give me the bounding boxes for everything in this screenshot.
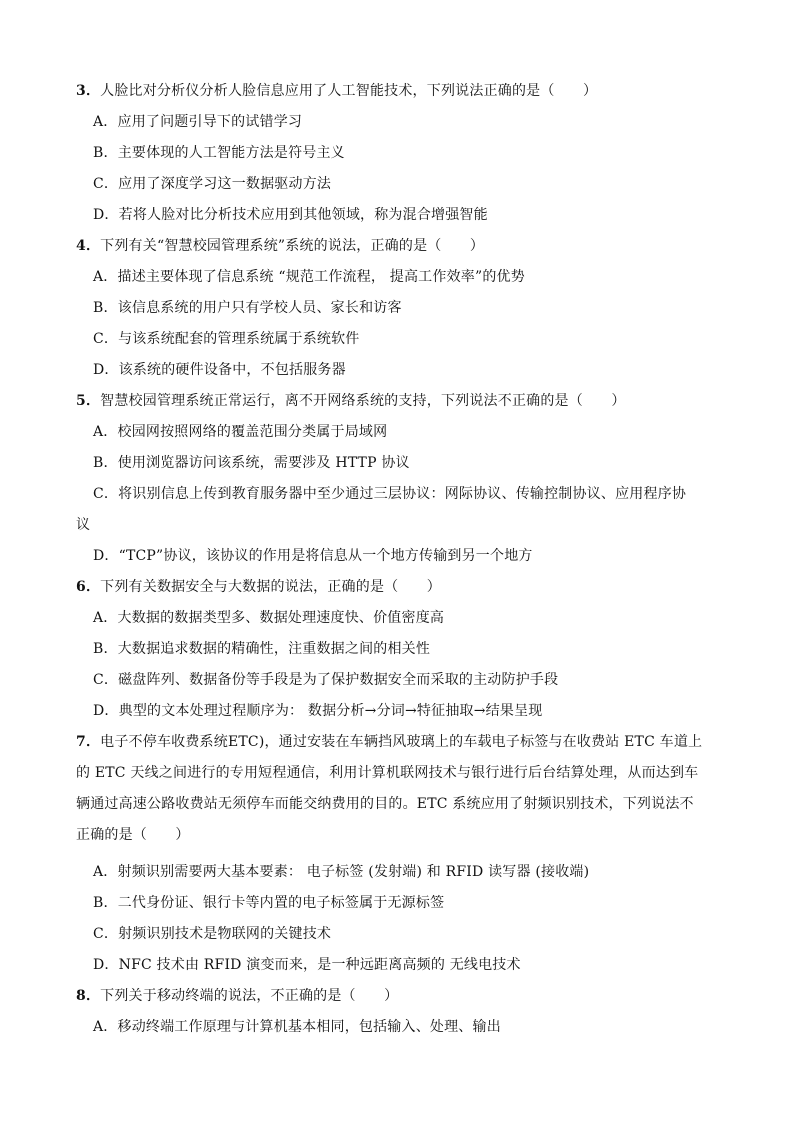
- question-6-option-a: A．大数据的数据类型多、数据处理速度快、价值密度高: [93, 610, 445, 626]
- question-6-option-d: D．典型的文本处理过程顺序为： 数据分析→分词→特征抽取→结果呈现: [93, 703, 543, 719]
- question-4-option-d: D．该系统的硬件设备中，不包括服务器: [93, 362, 346, 378]
- question-7-stem-line-1: 7．电子不停车收费系统ETC)，通过安装在车辆挡风玻璃上的车载电子标签与在收费站 ETC 车道上: [76, 734, 703, 750]
- question-7-option-d: D．NFC 技术由 RFID 演变而来，是一种远距离高频的 无线电技术: [93, 957, 521, 973]
- question-3-option-d: D．若将人脸对比分析技术应用到其他领域，称为混合增强智能: [93, 207, 488, 223]
- question-8-option-a: A．移动终端工作原理与计算机基本相同，包括输入、处理、输出: [93, 1019, 501, 1035]
- question-8-stem: 8．下列关于移动终端的说法，不正确的是（ ）: [76, 988, 399, 1004]
- question-7-option-a: A．射频识别需要两大基本要素： 电子标签 (发射端) 和 RFID 读写器 (接收端): [93, 864, 590, 880]
- question-4-option-a: A．描述主要体现了信息系统 “规范工作流程， 提高工作效率”的优势: [93, 269, 525, 285]
- question-5-option-a: A．校园网按照网络的覆盖范围分类属于局域网: [93, 424, 388, 440]
- question-7-option-b: B．二代身份证、银行卡等内置的电子标签属于无源标签: [93, 895, 445, 911]
- question-5-option-b: B．使用浏览器访问该系统，需要涉及 HTTP 协议: [93, 455, 410, 471]
- question-6-option-c: C．磁盘阵列、数据备份等手段是为了保护数据安全而采取的主动防护手段: [93, 672, 559, 688]
- question-6-stem: 6．下列有关数据安全与大数据的说法，正确的是（ ）: [76, 579, 441, 595]
- question-7-stem-line-4: 正确的是（ ）: [76, 827, 190, 843]
- question-5-option-d: D．“TCP”协议，该协议的作用是将信息从一个地方传输到另一个地方: [93, 548, 533, 564]
- question-5-option-c: C．将识别信息上传到教育服务器中至少通过三层协议：网际协议、传输控制协议、应用程序协: [93, 486, 687, 502]
- question-4-stem: 4．下列有关“智慧校园管理系统”系统的说法，正确的是（ ）: [76, 238, 485, 254]
- question-3-option-b: B．主要体现的人工智能方法是符号主义: [93, 145, 345, 161]
- question-7-option-c: C．射频识别技术是物联网的关键技术: [93, 926, 332, 942]
- question-4-option-c: C．与该系统配套的管理系统属于系统软件: [93, 331, 360, 347]
- question-5-stem: 5．智慧校园管理系统正常运行，离不开网络系统的支持，下列说法不正确的是（ ）: [76, 393, 626, 409]
- question-7-stem-line-3: 辆通过高速公路收费站无须停车而能交纳费用的目的。ETC 系统应用了射频识别技术，下列说法不: [76, 796, 694, 812]
- question-3-option-a: A．应用了问题引导下的试错学习: [93, 114, 303, 130]
- question-7-stem-line-2: 的 ETC 天线之间进行的专用短程通信，利用计算机联网技术与银行进行后台结算处理，从而达到车: [76, 765, 699, 781]
- question-5-option-c-continuation: 议: [76, 517, 91, 533]
- question-3-stem: 3．人脸比对分析仪分析人脸信息应用了人工智能技术，下列说法正确的是（ ）: [76, 83, 598, 99]
- question-3-option-c: C．应用了深度学习这一数据驱动方法: [93, 176, 332, 192]
- question-6-option-b: B．大数据追求数据的精确性，注重数据之间的相关性: [93, 641, 431, 657]
- question-4-option-b: B．该信息系统的用户只有学校人员、家长和访客: [93, 300, 402, 316]
